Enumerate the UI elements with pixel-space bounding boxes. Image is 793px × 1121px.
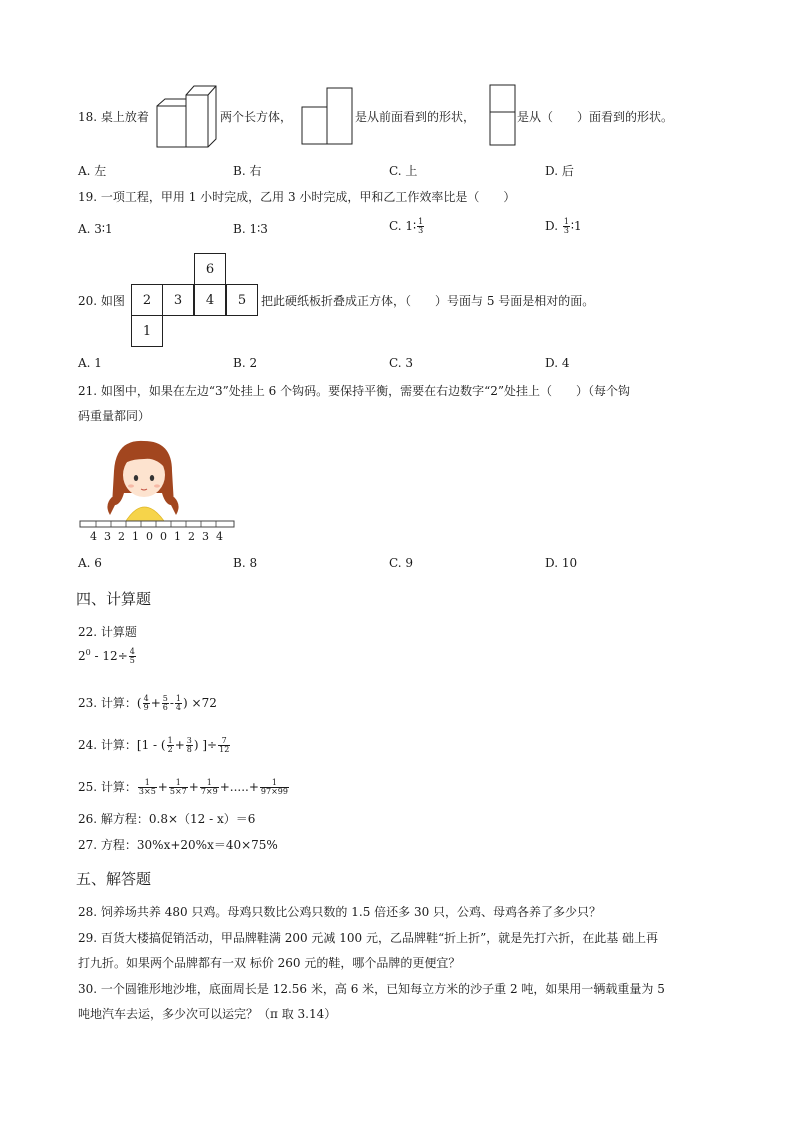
q21-option-d[interactable]: D. 10	[545, 556, 578, 570]
q23-fraction-1: $\frac{4}{9}$	[143, 694, 149, 712]
section-heading-word-problems: 五、解答题	[76, 870, 152, 888]
side-view-figure	[489, 84, 516, 146]
scale-left-1: 1	[132, 530, 139, 543]
q20-option-c[interactable]: C. 3	[389, 356, 414, 370]
q25-expression	[78, 778, 290, 796]
net-cell-1: 1	[131, 315, 163, 347]
q24-expression	[78, 736, 231, 754]
q26-text: 26. 解方程：0.8×（12 - x）＝6	[78, 812, 256, 826]
q23-tail: ×72	[191, 696, 217, 710]
q18-option-a[interactable]: A. 左	[78, 164, 107, 178]
q18-option-c[interactable]: C. 上	[389, 164, 418, 178]
q23-close-paren: )	[183, 696, 188, 710]
scale-right-0: 0	[160, 530, 167, 543]
girl-dress	[126, 507, 164, 521]
q25-fraction-1: $\frac{1}{3\times 5}$	[138, 778, 156, 796]
q24-open-paren: (	[160, 738, 166, 752]
q21-option-b[interactable]: B. 8	[233, 556, 258, 570]
q30-line1: 30. 一个圆锥形地沙堆，底面周长是 12.56 米，高 6 米，已知每立方米的沙子重 2 吨，如果用一辆载重量为 5	[78, 982, 665, 996]
scale-left-2: 2	[118, 530, 125, 543]
q25-plus-1: +	[157, 780, 168, 794]
q22-rest: - 12÷	[90, 649, 128, 663]
q28-text: 28. 饲养场共养 480 只鸡。母鸡只数比公鸡只数的 1.5 倍还多 30 只，公鸡、母鸡各养了多少只？	[78, 905, 602, 919]
scale-left-4: 4	[90, 530, 97, 543]
q24-plus: +	[174, 738, 185, 752]
balance-beam	[80, 521, 234, 527]
q23-label: 23. 计算：	[78, 696, 137, 710]
q22-expression	[78, 648, 137, 665]
q24-mid: ]÷	[202, 738, 218, 752]
q23-fraction-2: $\frac{5}{6}$	[162, 694, 168, 712]
net-cell-4: 4	[194, 284, 226, 316]
q19-option-d-fraction: $\frac{1}{3}$	[563, 217, 569, 235]
q20-prefix: 20. 如图	[78, 294, 125, 308]
q18-part1: 18. 桌上放着	[78, 110, 149, 124]
q25-fraction-3: $\frac{1}{7\times 9}$	[200, 778, 218, 796]
q22-fraction: $\frac{4}{5}$	[129, 647, 135, 665]
q19-option-c[interactable]	[389, 218, 425, 235]
q19-option-c-fraction: $\frac{1}{3}$	[418, 217, 424, 235]
q25-fraction-2: $\frac{1}{5\times 7}$	[169, 778, 187, 796]
q19-option-d-prefix: D.	[545, 219, 562, 233]
q27-text: 27. 方程：30%x+20%x＝40×75%	[78, 838, 278, 852]
q29-line1: 29. 百货大楼搞促销活动，甲品牌鞋满 200 元减 100 元，乙品牌鞋“折上折”，就是先打六折，在此基 础上再	[78, 931, 659, 945]
q23-expression	[78, 694, 217, 712]
q25-fraction-4: $\frac{1}{97\times 99}$	[260, 778, 288, 796]
q20-text: 把此硬纸板折叠成正方体，（ ）号面与 5 号面是相对的面。	[261, 294, 595, 308]
q30-line2: 吨地汽车去运，多少次可以运完？（π 取 3.14）	[78, 1007, 337, 1021]
q22-base: 2	[78, 649, 86, 663]
q24-label: 24. 计算：[1 -	[78, 738, 158, 752]
front-view-figure	[301, 87, 353, 145]
q20-option-a[interactable]: A. 1	[78, 356, 102, 370]
q19-option-d-suffix: ∶1	[570, 219, 582, 233]
q24-fraction-3: $\frac{7}{12}$	[219, 736, 230, 754]
section-heading-calculation: 四、计算题	[76, 590, 152, 608]
q18-part3: 是从前面看到的形状，	[355, 110, 476, 124]
q25-label: 25. 计算：	[78, 780, 137, 794]
net-cell-5: 5	[226, 284, 258, 316]
q23-minus: -	[169, 696, 174, 710]
net-cell-3: 3	[162, 284, 194, 316]
q19-option-c-prefix: C. 1∶	[389, 219, 417, 233]
q24-fraction-1: $\frac{1}{2}$	[167, 736, 173, 754]
q21-option-c[interactable]: C. 9	[389, 556, 414, 570]
scale-right-3: 3	[202, 530, 209, 543]
q19-text: 19. 一项工程，甲用 1 小时完成，乙用 3 小时完成，甲和乙工作效率比是（ ）	[78, 190, 516, 204]
scale-right-4: 4	[216, 530, 223, 543]
q18-part2: 两个长方体，	[220, 110, 293, 124]
q24-close-paren: )	[193, 738, 199, 752]
q23-fraction-3: $\frac{1}{4}$	[175, 694, 181, 712]
q22-label: 22. 计算题	[78, 625, 137, 639]
girl-balance-illustration	[78, 435, 238, 545]
q24-fraction-2: $\frac{3}{8}$	[186, 736, 192, 754]
net-cell-2: 2	[131, 284, 163, 316]
q21-line1: 21. 如图中，如果在左边“3”处挂上 6 个钩码。要保持平衡，需要在右边数字“2”处挂上（ ）（每个钩	[78, 384, 630, 398]
q25-dots: +.....+	[219, 780, 259, 794]
q19-option-a[interactable]: A. 3∶1	[78, 222, 113, 236]
q23-open-paren: (	[136, 696, 142, 710]
q29-line2: 打九折。如果两个品牌都有一双 标价 260 元的鞋，哪个品牌的更便宜？	[78, 956, 461, 970]
beam-scale-labels	[90, 530, 230, 543]
q18-option-b[interactable]: B. 右	[233, 164, 262, 178]
net-cell-6: 6	[194, 253, 226, 285]
q23-plus: +	[150, 696, 161, 710]
scale-right-2: 2	[188, 530, 195, 543]
q22-exponent: 0	[85, 648, 91, 657]
q19-option-d[interactable]	[545, 218, 582, 235]
scale-left-0: 0	[146, 530, 153, 543]
q25-plus-2: +	[188, 780, 199, 794]
q20-option-d[interactable]: D. 4	[545, 356, 570, 370]
two-cuboids-figure	[156, 84, 218, 148]
q21-option-a[interactable]: A. 6	[78, 556, 102, 570]
q18-option-d[interactable]: D. 后	[545, 164, 574, 178]
scale-left-3: 3	[104, 530, 111, 543]
scale-right-1: 1	[174, 530, 181, 543]
q19-option-b[interactable]: B. 1∶3	[233, 222, 268, 236]
q20-option-b[interactable]: B. 2	[233, 356, 258, 370]
q21-line2: 码重量都同）	[78, 409, 151, 423]
q18-part4: 是从（ ）面看到的形状。	[517, 110, 674, 124]
